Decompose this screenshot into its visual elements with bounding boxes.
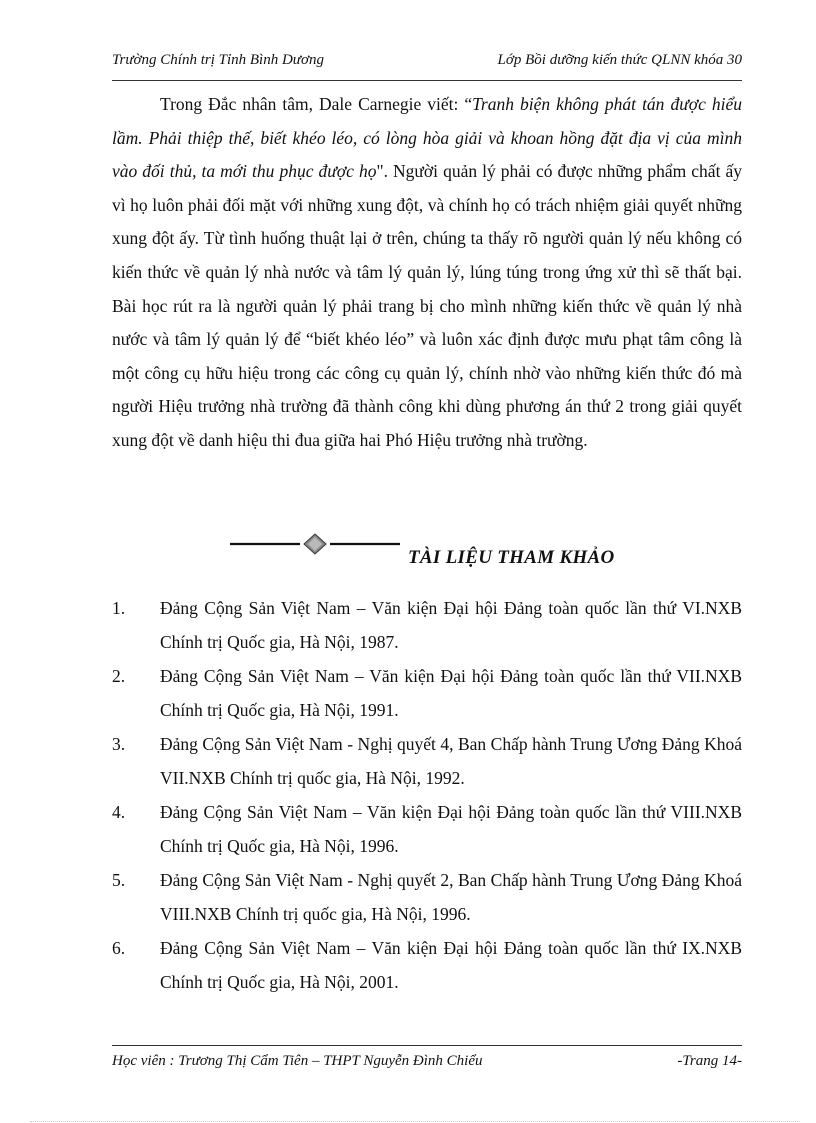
- header-rule: [112, 80, 742, 81]
- reference-text: Đảng Cộng Sản Việt Nam – Văn kiện Đại hội Đảng toàn quốc lần thứ VIII.NXB Chính trị Quốc gia, Hà Nội, 1996.: [160, 802, 742, 856]
- page-number: -Trang 14-: [677, 1053, 742, 1069]
- reference-text: Đảng Cộng Sản Việt Nam – Văn kiện Đại hội Đảng toàn quốc lần thứ IX.NXB Chính trị Quốc gia, Hà Nội, 2001.: [160, 938, 742, 992]
- body-paragraph: [112, 88, 742, 458]
- reference-number: 3.: [112, 734, 126, 754]
- header-course: Lớp Bồi dưỡng kiến thức QLNN khóa 30: [497, 52, 742, 68]
- section-title: TÀI LIỆU THAM KHẢO: [408, 547, 615, 568]
- reference-list: [112, 591, 742, 999]
- list-item: [112, 659, 742, 727]
- list-item: [112, 863, 742, 931]
- page-footer: [112, 1053, 742, 1073]
- reference-number: 1.: [112, 598, 126, 618]
- list-item: [112, 795, 742, 863]
- carnegie-quote: Tranh biện không phát tán được hiểu lầm. Phải thiệp thế, biết khéo léo, có lòng hòa giải và khoan hồng đặt địa vị của mình vào đối thủ, ta mới thu phục được họ: [112, 94, 742, 182]
- page-header: [112, 52, 742, 74]
- footer-student: Học viên : Trương Thị Cẩm Tiên – THPT Nguyễn Đình Chiểu: [112, 1053, 483, 1069]
- reference-text: Đảng Cộng Sản Việt Nam - Nghị quyết 2, Ban Chấp hành Trung Ương Đảng Khoá VIII.NXB Chính trị quốc gia, Hà Nội, 1996.: [160, 870, 742, 924]
- reference-number: 2.: [112, 666, 126, 686]
- references-heading: [112, 533, 742, 577]
- reference-text: Đảng Cộng Sản Việt Nam - Nghị quyết 4, Ban Chấp hành Trung Ương Đảng Khoá VII.NXB Chính trị quốc gia, Hà Nội, 1992.: [160, 734, 742, 788]
- diamond-divider-icon: [230, 533, 400, 557]
- paragraph-rest: ". Người quản lý phải có được những phẩm chất ấy vì họ luôn phải đối mặt với những xung đột, và chính họ có trách nhiệm giải quyết những xung đột ấy. Từ tình huống thuật lại ở trên, chúng ta thấy rõ người quản lý nếu không có kiến thức về quản lý nhà nước và tâm lý quản lý, lúng túng trong ứng xử thì sẽ thất bại. Bài học rút ra là người quản lý phải trang bị cho mình những kiến thức về quản lý nhà nước và tâm lý quản lý để “biết khéo léo” và luôn xác định được mưu phạt tâm công là một công cụ hữu hiệu trong các công cụ quản lý, chính nhờ vào những kiến thức đó mà người Hiệu trưởng nhà trường đã thành công khi dùng phương án thứ 2 trong giải quyết xung đột về danh hiệu thi đua giữa hai Phó Hiệu trưởng nhà trường.: [112, 161, 742, 450]
- body-paragraph-container: [112, 88, 742, 458]
- reference-number: 5.: [112, 870, 126, 890]
- reference-text: Đảng Cộng Sản Việt Nam – Văn kiện Đại hội Đảng toàn quốc lần thứ VII.NXB Chính trị Quốc gia, Hà Nội, 1991.: [160, 666, 742, 720]
- paragraph-intro: Trong Đắc nhân tâm, Dale Carnegie viết: “: [160, 94, 473, 114]
- page-edge-divider: [30, 1121, 800, 1122]
- header-school: Trường Chính trị Tỉnh Bình Dương: [112, 52, 324, 68]
- reference-number: 6.: [112, 938, 126, 958]
- list-item: [112, 931, 742, 999]
- list-item: [112, 727, 742, 795]
- reference-number: 4.: [112, 802, 126, 822]
- list-item: [112, 591, 742, 659]
- reference-text: Đảng Cộng Sản Việt Nam – Văn kiện Đại hội Đảng toàn quốc lần thứ VI.NXB Chính trị Quốc gia, Hà Nội, 1987.: [160, 598, 742, 652]
- footer-rule: [112, 1045, 742, 1046]
